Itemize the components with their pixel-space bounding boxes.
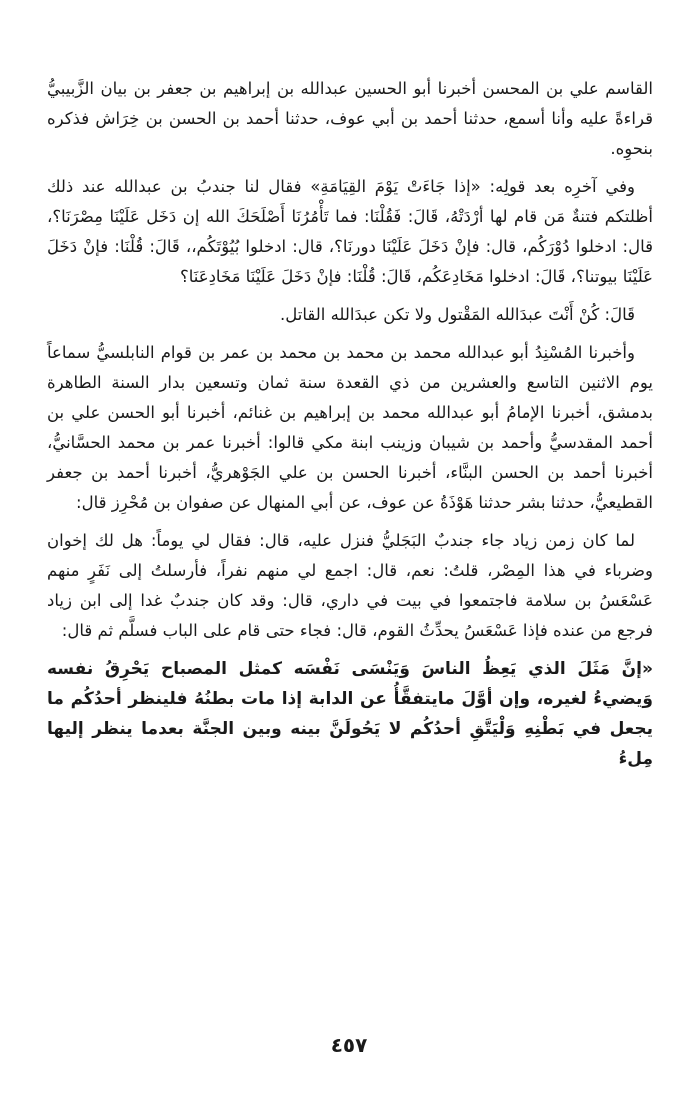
paragraph-hadith-text: وفي آخرِه بعد قولِه: «إذا جَاءَتْ يَوْمَ القِيَامَةِ» فقال لنا جندبُ بن عبدالله عند ذلك أظلتكم فتنةٌ مَن قام لها أرْدَتْهُ، قَالَ: فَقُلْنَا: فما تَأْمُرُنَا أَصْلَحَكَ الله إن دَخَل عَلَيْنَا مِصْرَنَا؟، قال: ادخلوا دُوْرَكُم، قال: فإنْ دَخَلَ عَلَيْنَا دورنَا؟، قال: ادخلوا بُيُوْتَكُم،، قَالَ: قُلْنَا: فإنْ دَخَلَ عَلَيْنَا بيوتنا؟، قَالَ: ادخلوا مَخَادِعَكُم، قَالَ: قُلْنَا: فإنْ دَخَلَ عَلَيْنَا مَخَادِعَنَا؟ [47,177,653,286]
paragraph-narrative: لما كان زمن زياد جاء جندبٌ البَجَليُّ فنزل عليه، قال: فقال لي يوماً: هل لك إخوان وضرباء في هذا المِصْر، قلتُ: نعم، قال: اجمع لي منهم نفراً، فأرسلتُ إلى نَفَرٍ منهم عَسْعَسُ بن سلامة فاجتمعوا في بيت في داري، قال: وقد كان جندبٌ غدا إلى ابن زياد فرجع من عنده فإذا عَسْعَسُ يحدِّثُ القوم، قال: فجاء حتى قام على الباب فسلَّم ثم قال: [47,531,653,640]
paragraph-isnad-continuation: القاسم علي بن المحسن أخبرنا أبو الحسين عبدالله بن إبراهيم بن جعفر بن بيان الزَّبيبيُّ قراءةً عليه وأنا أسمع، حدثنا أحمد بن أبي عوف، حدثنا أحمد بن الحسن بن خِرَاش فذكره بنحوِه. [47,79,653,158]
document-body [47,74,653,782]
paragraph-hadith-conclusion: قَالَ: كُنْ أَنْتَ عبدَالله المَقْتول ولا تكن عبدَالله القاتل. [280,305,635,324]
paragraph-second-isnad: وأخبرنا المُسْنِدُ أبو عبدالله محمد بن محمد بن محمد بن عمر بن قوام النابلسيُّ سماعاً يوم الاثنين التاسع والعشرين من ذي القعدة سنة ثمان وتسعين بدار السنة الطاهرة بدمشق، أخبرنا الإمامُ أبو عبدالله محمد بن إبراهيم بن غنائم، أخبرنا أبو الحسن علي بن أحمد المقدسيُّ وأحمد بن شيبان وزينب ابنة مكي قالوا: أخبرنا عمر بن محمد الحسَّانيُّ، أخبرنا أحمد بن الحسن البنَّاء، أخبرنا الحسن بن علي الجَوْهريُّ، أخبرنا أحمد بن جعفر القطيعيُّ، حدثنا بشر حدثنا هَوْذَةُ عن عوف، عن أبي المنهال عن صفوان بن مُحْرِز قال: [47,343,653,512]
page-number: ٤٥٧ [330,1033,368,1057]
paragraph-hadith-quote: «إنَّ مَثَلَ الذي يَعِظُ الناسَ وَيَنْسَى نَفْسَه كمثل المصباح يَحْرِقُ نفسه وَيضيءُ لغيره، وإن أوَّلَ مايتفقَّأُ عن الدابة إذا مات بطنُهُ فلينظر أحدُكُم ما يجعل في بَطْنِهِ وَلْيَتَّقِ أحدُكُم لا يَحُولَنَّ بينه وبين الجنَّة بعدما ينظر إليها مِلءُ [47,659,653,769]
